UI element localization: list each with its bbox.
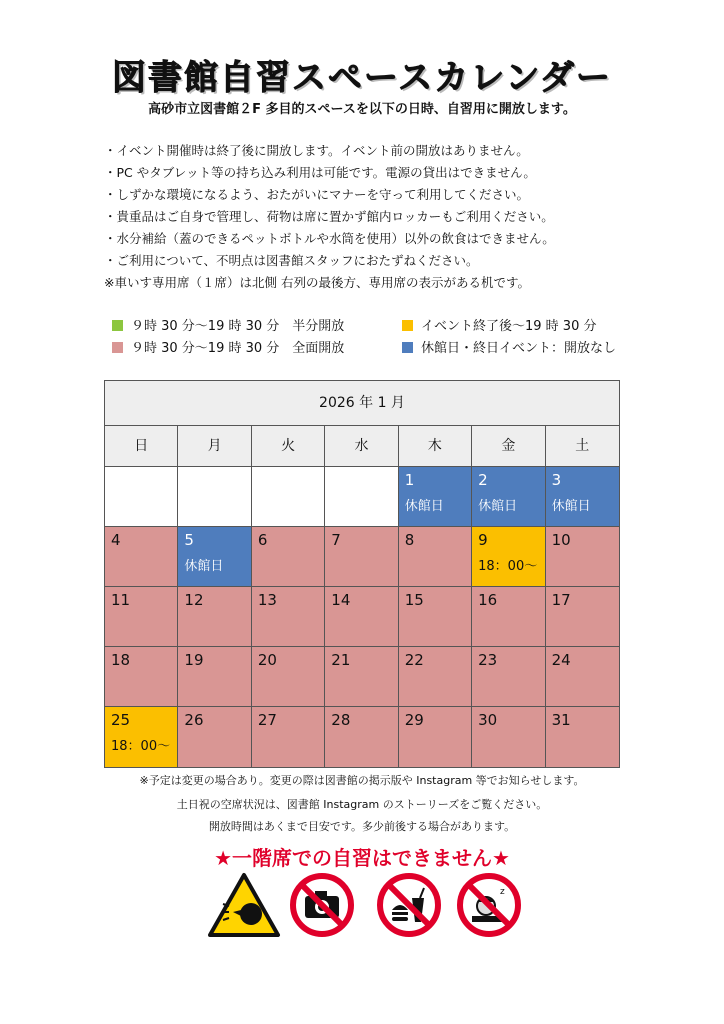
calendar-day-28 [325,707,398,767]
day-number: 31 [551,711,571,729]
day-note: 18：00～ [111,739,171,754]
legend-label: ９時 30 分～19 時 30 分 半分開放 [131,319,345,334]
calendar-empty-cell [178,467,251,527]
legend-half [112,318,344,336]
calendar-grid [105,467,619,767]
day-number: 10 [551,531,571,549]
no-talking-warning-icon [207,872,281,938]
day-number: 4 [111,531,121,549]
legend-swatch [402,342,413,353]
weekday-wed: 水 [325,426,398,466]
calendar-day-11 [105,587,178,647]
calendar-day-9 [472,527,545,587]
calendar-empty-cell [252,467,325,527]
weekday-tue: 火 [252,426,325,466]
day-number: 30 [478,711,498,729]
day-number: 3 [551,471,562,489]
calendar-day-30 [472,707,545,767]
calendar-day-12 [178,587,251,647]
day-number: 25 [111,711,131,729]
day-number: 1 [404,471,415,489]
calendar-day-24 [546,647,619,707]
calendar-day-19 [178,647,251,707]
day-note: 休館日 [184,559,224,574]
note-item: ・PC やタブレット等の持ち込み利用は可能です。電源の貸出はできません。 [104,165,536,180]
calendar-day-27 [252,707,325,767]
weekday-sun: 日 [105,426,178,466]
calendar-day-17 [546,587,619,647]
legend-closed [402,340,616,358]
first-floor-warning: ★一階席での自習はできません★ [214,846,510,870]
note-item: ・イベント開催時は終了後に開放します。イベント前の開放はありません。 [104,143,529,158]
day-number: 23 [478,651,498,669]
note-item: ・しずかな環境になるよう、おたがいにマナーを守って利用してください。 [104,187,530,202]
page-title: 図書館自習スペースカレンダー [111,58,613,98]
day-number: 15 [404,591,424,609]
day-number: 11 [111,591,131,609]
day-number: 16 [478,591,498,609]
note-item: ・貴重品はご自身で管理し、荷物は席に置かず館内ロッカーもご利用ください。 [104,209,554,224]
calendar-day-5 [178,527,251,587]
day-number: 18 [111,651,131,669]
calendar-day-2 [472,467,545,527]
day-number: 22 [404,651,424,669]
weekday-header [105,426,619,467]
legend-event [402,318,596,336]
weekday-mon: 月 [178,426,251,466]
day-note: 休館日 [478,499,518,514]
day-number: 5 [184,531,194,549]
no-sleeping-icon [456,872,522,938]
weekday-thu: 木 [399,426,472,466]
no-eating-drinking-icon [376,872,442,938]
no-camera-icon [289,872,355,938]
day-number: 20 [257,651,277,669]
calendar-day-8 [399,527,472,587]
calendar-day-18 [105,647,178,707]
legend-label: 休館日・終日イベント：開放なし [421,341,617,356]
calendar-day-31 [546,707,619,767]
day-number: 26 [184,711,204,729]
day-number: 6 [257,531,268,549]
calendar-day-26 [178,707,251,767]
legend-full [112,340,344,358]
calendar-day-15 [399,587,472,647]
legend-swatch [112,342,123,353]
day-note: 休館日 [551,499,591,514]
footer-note: 開放時間はあくまで目安です。多少前後する場合があります。 [208,820,516,833]
day-number: 19 [184,651,204,669]
legend [104,318,644,362]
day-number: 13 [257,591,277,609]
calendar-day-20 [252,647,325,707]
legend-swatch [112,320,123,331]
day-number: 8 [404,531,415,549]
calendar-day-21 [325,647,398,707]
day-number: 12 [184,591,204,609]
footer-note: ※予定は変更の場合あり。変更の際は図書館の掲示版や Instagram 等でお知らせします。 [139,774,585,787]
day-number: 7 [331,531,341,549]
calendar-day-25 [105,707,178,767]
calendar-day-29 [399,707,472,767]
footer-note: 土日祝の空席状況は、図書館 Instagram のストーリーズをご覧ください。 [176,798,548,811]
calendar-empty-cell [325,467,398,527]
calendar-day-16 [472,587,545,647]
day-number: 17 [551,591,571,609]
day-number: 29 [404,711,424,729]
calendar-month: 2026 年 1 月 [105,381,619,426]
day-number: 21 [331,651,351,669]
note-item: ・ご利用について、不明点は図書館スタッフにおたずねください。 [104,253,479,268]
day-number: 24 [551,651,571,669]
calendar-day-10 [546,527,619,587]
usage-notes [104,140,664,294]
calendar-day-1 [399,467,472,527]
day-number: 2 [478,471,488,489]
note-item: ・水分補給（蓋のできるペットボトルや水筒を使用）以外の飲食はできません。 [104,231,555,246]
day-note: 休館日 [404,499,444,514]
prohibition-icons [0,872,724,942]
day-number: 28 [331,711,351,729]
calendar [104,380,620,768]
calendar-day-7 [325,527,398,587]
weekday-fri: 金 [472,426,545,466]
legend-label: イベント終了後～19 時 30 分 [421,319,597,334]
legend-swatch [402,320,413,331]
day-note: 18：00～ [478,559,538,574]
calendar-day-22 [399,647,472,707]
calendar-day-13 [252,587,325,647]
calendar-day-3 [546,467,619,527]
calendar-day-14 [325,587,398,647]
day-number: 9 [478,531,488,549]
page-subtitle: 高砂市立図書館２F 多目的スペースを以下の日時、自習用に開放します。 [148,102,576,117]
calendar-day-4 [105,527,178,587]
calendar-empty-cell [105,467,178,527]
calendar-day-23 [472,647,545,707]
svg-text:z: z [500,887,505,897]
weekday-sat: 土 [575,438,590,454]
day-number: 27 [257,711,277,729]
wheelchair-note: ※車いす専用席（１席）は北側 右列の最後方、専用席の表示がある机です。 [104,275,530,290]
legend-label: ９時 30 分～19 時 30 分 全面開放 [131,341,345,356]
day-number: 14 [331,591,351,609]
calendar-day-6 [252,527,325,587]
